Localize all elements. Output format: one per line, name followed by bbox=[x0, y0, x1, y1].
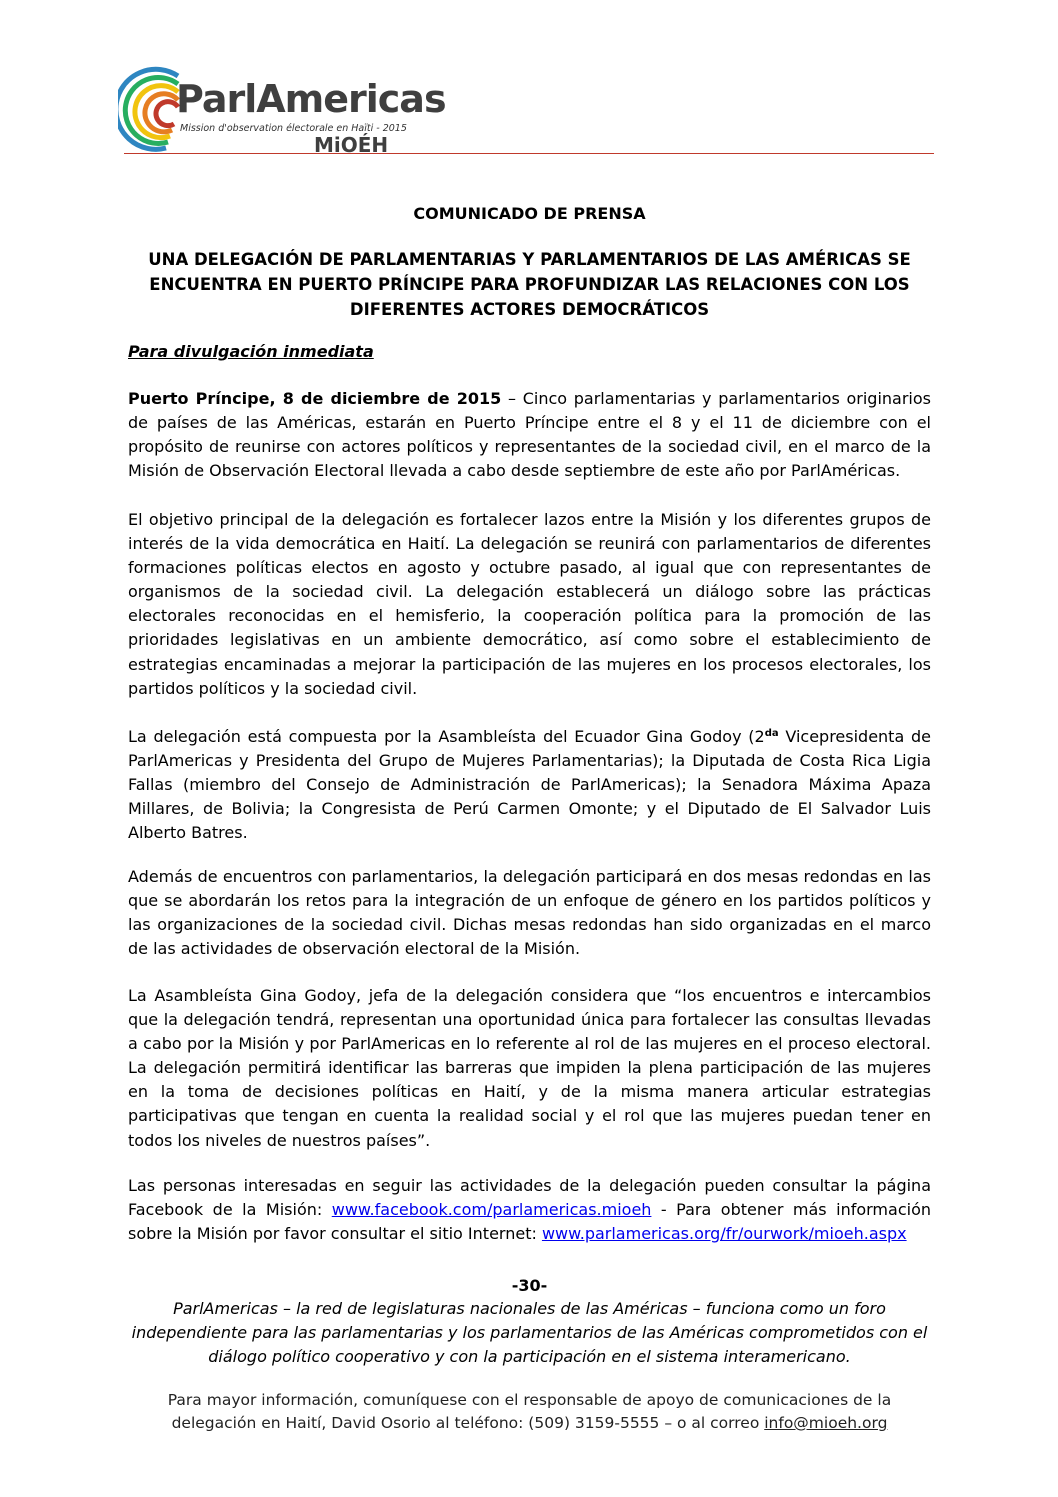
logo-subtitle: Mission d'observation électorale en Haïti - 2015 bbox=[180, 123, 407, 134]
paragraph-6-text-b: - Para obtener más información sobre la Misión por favor consultar el sitio Internet: bbox=[128, 1200, 931, 1244]
headline: UNA DELEGACIÓN DE PARLAMENTARIAS Y PARLAMENTARIOS DE LAS AMÉRICAS SE ENCUENTRA EN PUERTO PRÍNCIPE PARA PROFUNDIZAR LAS RELACIONES CON LOS DIFERENTES ACTORES DEMOCRÁTICOS bbox=[148, 250, 911, 319]
logo-wordmark: ParlAmericas bbox=[176, 77, 446, 121]
paragraph-5: La Asambleísta Gina Godoy, jefa de la delegación considera que “los encuentros e intercambios que la delegación tendrá, representan una oportunidad única para fortalecer las consultas llevadas a cabo por la Misión y por ParlAmericas en lo referente al rol de las mujeres en el proceso electoral. La delegación permitirá identificar las barreras que impiden la plena participación de las mujeres en la toma de decisiones políticas en Haití, y de la misma manera articular estrategias participativas que tengan en cuenta la realidad social y el rol que las mujeres puedan tener en todos los niveles de nuestros países”. bbox=[128, 986, 931, 1150]
contact-text: Para mayor información, comuníquese con el responsable de apoyo de comunicaciones de la delegación en Haití, David Osorio al teléfono: (509) 3159-5555 – o al correo bbox=[167, 1391, 892, 1432]
end-marker: -30- bbox=[511, 1276, 548, 1295]
ordinal-superscript: da bbox=[764, 728, 779, 739]
email-link[interactable]: info@mioeh.org bbox=[764, 1414, 888, 1432]
paragraph-4: Además de encuentros con parlamentarios, la delegación participará en dos mesas redondas en las que se abordarán los retos para la integración de un enfoque de género en los partidos políticos y las organizaciones de la sociedad civil. Dichas mesas redondas han sido organizadas en el marco de las actividades de observación electoral de la Misión. bbox=[128, 867, 931, 959]
paragraph-1-text: – Cinco parlamentarias y parlamentarios originarios de países de las Américas, estarán en Puerto Príncipe entre el 8 y el 11 de diciembre con el propósito de reunirse con actores políticos y representantes de la sociedad civil, en el marco de la Misión de Observación Electoral llevada a cabo desde septiembre de este año por ParlAméricas. bbox=[128, 389, 931, 481]
website-link[interactable]: www.parlamericas.org/fr/ourwork/mioeh.aspx bbox=[541, 1224, 907, 1244]
paragraph-6-text-a: Las personas interesadas en seguir las actividades de la delegación pueden consultar la página Facebook de la Misión: bbox=[128, 1176, 931, 1220]
facebook-link[interactable]: www.facebook.com/parlamericas.mioeh bbox=[331, 1200, 652, 1220]
logo-acronym: MiOÉH bbox=[314, 133, 389, 157]
paragraph-3 bbox=[128, 722, 931, 845]
release-notice-text: Para divulgación inmediata bbox=[128, 342, 374, 361]
paragraph-3-text-b: Vicepresidenta de ParlAmericas y Presidenta del Grupo de Mujeres Parlamentarias); la Diputada de Costa Rica Ligia Fallas (miembro del Consejo de Administración de ParlAmericas); la Senadora Máxima Apaza Millares, de Bolivia; la Congresista de Perú Carmen Omonte; y el Diputado de El Salvador Luis Alberto Batres. bbox=[128, 727, 932, 843]
paragraph-1 bbox=[128, 387, 931, 483]
parlamericas-logo bbox=[118, 62, 446, 157]
organization-description: ParlAmericas – la red de legislaturas nacionales de las Américas – funciona como un foro independiente para las parlamentarias y los parlamentarios de las Américas comprometidos con el diálogo político cooperativo y con la participación en el sistema interamericano. bbox=[131, 1299, 928, 1366]
paragraph-2: El objetivo principal de la delegación es fortalecer lazos entre la Misión y los diferentes grupos de interés de la vida democrática en Haití. La delegación se reunirá con parlamentarios de diferentes formaciones políticas electos en agosto y octubre pasado, al igual que con representantes de organismos de la sociedad civil. La delegación establecerá un diálogo sobre las prácticas electorales reconocidas en el hemisferio, la cooperación política para la promoción de las prioridades legislativas en un ambiente democrático, así como sobre el establecimiento de estrategias encaminadas a mejorar la participación de las mujeres en los procesos electorales, los partidos políticos y la sociedad civil. bbox=[128, 510, 931, 698]
paragraph-3-text-a: La delegación está compuesta por la Asambleísta del Ecuador Gina Godoy (2 bbox=[128, 727, 765, 746]
contact-info bbox=[128, 1389, 931, 1435]
header-divider bbox=[124, 153, 934, 154]
press-release-title: COMUNICADO DE PRENSA bbox=[413, 204, 646, 223]
dateline: Puerto Príncipe, 8 de diciembre de 2015 bbox=[128, 389, 502, 408]
release-notice bbox=[128, 340, 931, 364]
paragraph-6 bbox=[128, 1174, 931, 1246]
